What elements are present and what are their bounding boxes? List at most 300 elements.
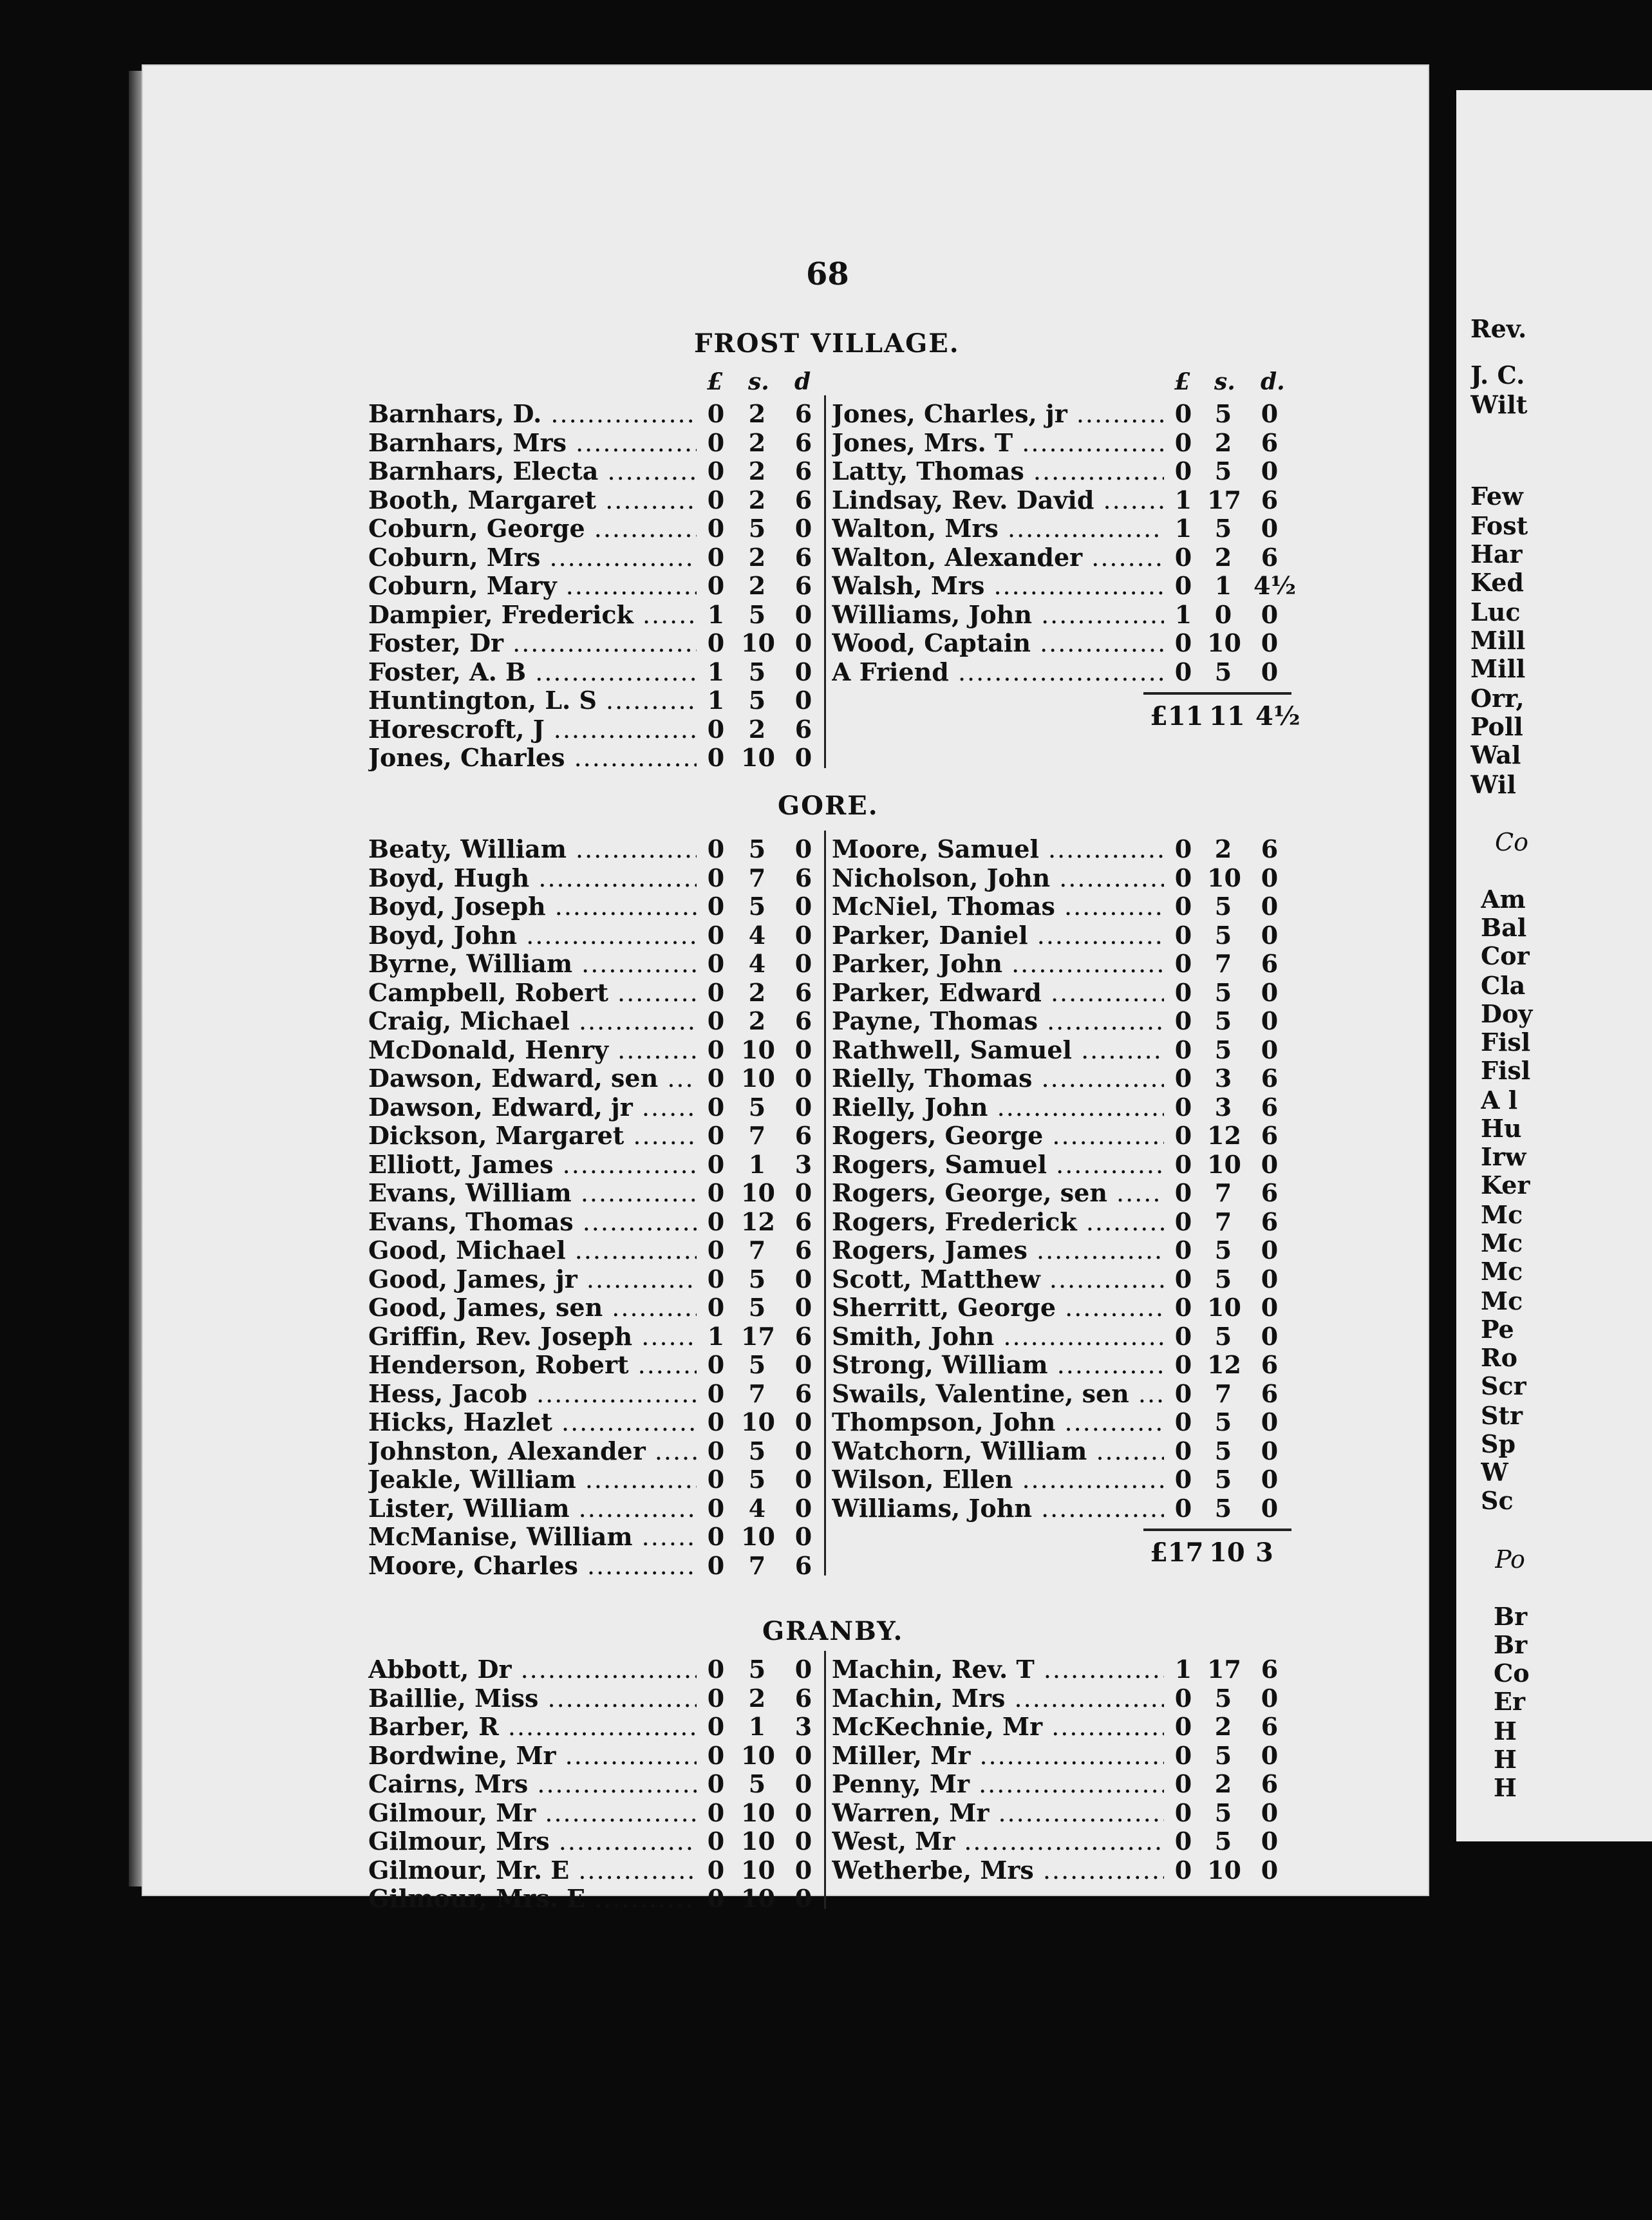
amount-shillings: 2 [748, 485, 766, 514]
amount-pounds: 0 [1174, 1712, 1192, 1741]
list-item [368, 1884, 824, 1912]
amount-shillings: 10 [1207, 628, 1241, 657]
amount-pounds: 0 [707, 977, 725, 1007]
contributor-name: Rielly, Thomas ..... [832, 1064, 1164, 1093]
list-item [368, 1265, 824, 1293]
contributor-name: Johnston, Alexander ..... [368, 1436, 697, 1465]
adjacent-page-fragment: A l [1481, 1086, 1518, 1115]
amount-pounds: 0 [707, 1236, 725, 1265]
list-item [368, 1712, 824, 1740]
amount-shillings: 5 [748, 1092, 766, 1122]
adjacent-page-fragment: Str [1481, 1401, 1523, 1430]
adjacent-page-fragment: W [1481, 1458, 1508, 1487]
amount-pounds: 0 [1174, 1465, 1192, 1494]
list-item [368, 1522, 824, 1550]
total-pence: 3 [1255, 1538, 1273, 1568]
list-item [832, 1265, 1288, 1293]
contributor-name: Gilmour, Mrs ..... [368, 1827, 697, 1856]
amount-pounds: 0 [707, 1493, 725, 1523]
amount-pence: 0 [794, 1798, 812, 1827]
adjacent-page-fragment: Wil [1470, 770, 1516, 799]
amount-shillings: 10 [741, 1064, 775, 1093]
amount-shillings: 12 [1207, 1350, 1241, 1379]
amount-pounds: 0 [707, 1293, 725, 1322]
total-rule [1143, 1529, 1291, 1531]
amount-shillings: 5 [1214, 920, 1232, 950]
adjacent-page-fragment: Fisl [1481, 1056, 1531, 1085]
contributor-name: Baillie, Miss ..... [368, 1684, 697, 1713]
list-item [368, 428, 824, 456]
amount-pounds: 1 [707, 1321, 725, 1351]
contributor-name: Griffin, Rev. Joseph ..... [368, 1322, 697, 1351]
amount-shillings: 4 [748, 920, 766, 950]
amount-shillings: 10 [741, 628, 775, 657]
contributor-name: McManise, William ..... [368, 1522, 697, 1551]
amount-pounds: 0 [707, 485, 725, 514]
contributor-name: McDonald, Henry ..... [368, 1035, 697, 1064]
adjacent-page-fragment: Cla [1481, 971, 1526, 1000]
amount-pounds: 0 [707, 1855, 725, 1885]
list-item [368, 1465, 824, 1493]
amount-pence: 0 [794, 1884, 812, 1913]
currency-header: s. [1214, 368, 1235, 395]
adjacent-page-fragment: Wilt [1470, 390, 1528, 419]
amount-shillings: 3 [1214, 1092, 1232, 1122]
amount-pounds: 0 [1174, 1064, 1192, 1093]
list-item [368, 571, 824, 599]
amount-pence: 0 [794, 514, 812, 543]
amount-shillings: 2 [748, 571, 766, 600]
adjacent-page-fragment: Co [1494, 1659, 1530, 1688]
adjacent-page-fragment: J. C. [1470, 361, 1525, 390]
amount-pence: 0 [794, 892, 812, 921]
amount-pence: 6 [794, 714, 812, 744]
list-item [832, 485, 1288, 514]
list-item [832, 1178, 1288, 1207]
list-item [368, 1178, 824, 1207]
contributor-name: Good, Michael ..... [368, 1236, 697, 1265]
amount-pence: 6 [1261, 834, 1279, 863]
contributor-name: Thompson, John ..... [832, 1407, 1164, 1436]
amount-shillings: 7 [748, 1378, 766, 1408]
amount-pence: 0 [1261, 1683, 1279, 1713]
list-item [832, 1856, 1288, 1884]
amount-pence: 0 [1261, 1407, 1279, 1436]
amount-shillings: 5 [748, 1350, 766, 1379]
contributor-name: Hess, Jacob ..... [368, 1379, 697, 1408]
amount-pence: 0 [794, 1436, 812, 1465]
list-item [832, 1322, 1288, 1350]
contributor-name: Huntington, L. S ..... [368, 686, 697, 715]
adjacent-page-fragment: Ker [1481, 1171, 1530, 1199]
amount-pence: 3 [794, 1712, 812, 1741]
list-item [832, 1712, 1288, 1740]
amount-pounds: 0 [707, 456, 725, 485]
list-item [832, 1350, 1288, 1378]
amount-shillings: 10 [1207, 1293, 1241, 1322]
contributor-name: Penny, Mr ..... [832, 1769, 1164, 1798]
amount-shillings: 7 [748, 863, 766, 892]
list-item [368, 485, 824, 514]
amount-shillings: 2 [1214, 1712, 1232, 1741]
contributor-name: Campbell, Robert ..... [368, 978, 697, 1007]
amount-pounds: 0 [707, 1149, 725, 1179]
amount-pence: 6 [794, 485, 812, 514]
adjacent-page-fragment: Pe [1481, 1315, 1514, 1344]
contributor-name: Henderson, Robert ..... [368, 1350, 697, 1379]
amount-shillings: 5 [1214, 1236, 1232, 1265]
list-item [368, 1407, 824, 1436]
adjacent-page [1456, 90, 1652, 1841]
adjacent-page-fragment: Am [1481, 885, 1526, 914]
total-shillings: 11 [1209, 701, 1245, 731]
contributor-name: Evans, William ..... [368, 1178, 697, 1207]
amount-pounds: 0 [707, 1465, 725, 1494]
contributor-name: Latty, Thomas ..... [832, 456, 1164, 485]
contributor-name: Payne, Thomas ..... [832, 1006, 1164, 1035]
amount-pence: 0 [794, 1064, 812, 1093]
amount-pence: 6 [794, 1550, 812, 1580]
amount-pence: 6 [794, 1378, 812, 1408]
contributor-name: Moore, Charles ..... [368, 1551, 697, 1580]
list-item [368, 514, 824, 542]
amount-shillings: 2 [1214, 834, 1232, 863]
amount-pence: 0 [794, 949, 812, 978]
amount-pounds: 0 [1174, 1006, 1192, 1035]
amount-pence: 0 [794, 1293, 812, 1322]
amount-shillings: 10 [1207, 863, 1241, 892]
amount-shillings: 5 [1214, 1407, 1232, 1436]
contributor-name: Machin, Rev. T ..... [832, 1655, 1164, 1684]
adjacent-page-fragment: Scr [1481, 1371, 1526, 1400]
amount-shillings: 1 [748, 1149, 766, 1179]
amount-shillings: 5 [1214, 1006, 1232, 1035]
amount-shillings: 5 [1214, 1683, 1232, 1713]
column-divider [824, 831, 826, 1576]
amount-pence: 0 [1261, 657, 1279, 686]
contributor-name: Dampier, Frederick ..... [368, 600, 697, 629]
contributor-name: Horescroft, J ..... [368, 715, 697, 744]
amount-pounds: 0 [1174, 1149, 1192, 1179]
list-item [368, 921, 824, 949]
contributor-name: Dawson, Edward, sen ..... [368, 1064, 697, 1093]
amount-pence: 0 [794, 1264, 812, 1293]
amount-pence: 0 [1261, 599, 1279, 629]
amount-pounds: 0 [1174, 949, 1192, 978]
list-item [368, 949, 824, 977]
contributor-name: Smith, John ..... [832, 1322, 1164, 1351]
amount-pence: 0 [1261, 1264, 1279, 1293]
amount-pounds: 0 [707, 1655, 725, 1684]
contributor-name: Byrne, William ..... [368, 949, 697, 978]
amount-shillings: 1 [748, 1712, 766, 1741]
amount-pounds: 0 [707, 1035, 725, 1064]
contributor-name: Williams, John ..... [832, 600, 1164, 629]
amount-shillings: 0 [1214, 599, 1232, 629]
currency-header: s. [748, 368, 769, 395]
list-item [368, 399, 824, 428]
amount-pence: 0 [1261, 892, 1279, 921]
contributor-name: Evans, Thomas ..... [368, 1207, 697, 1236]
amount-pence: 0 [794, 1035, 812, 1064]
contributor-name: Rogers, Samuel ..... [832, 1150, 1164, 1179]
amount-pence: 0 [794, 920, 812, 950]
contributor-name: Williams, John ..... [832, 1494, 1164, 1523]
list-item [368, 1655, 824, 1683]
list-item [832, 1236, 1288, 1264]
amount-shillings: 5 [1214, 456, 1232, 485]
amount-shillings: 7 [748, 1121, 766, 1150]
amount-pence: 0 [1261, 1321, 1279, 1351]
list-item [832, 1769, 1288, 1798]
amount-pence: 6 [794, 456, 812, 485]
adjacent-page-fragment: Sc [1481, 1486, 1514, 1515]
amount-pence: 6 [794, 1121, 812, 1150]
amount-pounds: 0 [1174, 1855, 1192, 1885]
adjacent-page-fragment: Ro [1481, 1343, 1517, 1372]
amount-shillings: 10 [741, 1798, 775, 1827]
amount-shillings: 2 [748, 399, 766, 428]
list-item [832, 1407, 1288, 1436]
total-pence: 4½ [1255, 701, 1300, 731]
amount-shillings: 2 [748, 1683, 766, 1713]
contributor-name: Jones, Mrs. T ..... [832, 428, 1164, 457]
amount-pounds: 0 [707, 1092, 725, 1122]
adjacent-page-fragment: Mill [1470, 654, 1526, 683]
amount-pence: 6 [794, 571, 812, 600]
list-item [368, 1798, 824, 1827]
contributor-name: Rogers, Frederick ..... [832, 1207, 1164, 1236]
section-title: GRANBY. [762, 1616, 904, 1646]
list-item [832, 1379, 1288, 1407]
column-divider [824, 1651, 826, 1909]
amount-pounds: 0 [1174, 1493, 1192, 1523]
amount-pence: 0 [1261, 1293, 1279, 1322]
amount-shillings: 10 [741, 743, 775, 772]
page-number: 68 [806, 256, 849, 292]
amount-pounds: 0 [1174, 1264, 1192, 1293]
amount-shillings: 12 [1207, 1121, 1241, 1150]
amount-pence: 0 [794, 1827, 812, 1856]
contributor-name: Barber, R ..... [368, 1712, 697, 1741]
list-item [832, 571, 1297, 600]
amount-shillings: 17 [1207, 485, 1241, 514]
contributor-name: Warren, Mr ..... [832, 1798, 1164, 1827]
amount-pounds: 0 [707, 920, 725, 950]
amount-pounds: 0 [1174, 1436, 1192, 1465]
amount-pence: 0 [794, 1522, 812, 1551]
contributor-name: Gilmour, Mr ..... [368, 1798, 697, 1827]
contributor-name: Beaty, William ..... [368, 834, 697, 863]
contributor-name: Walton, Alexander ..... [832, 543, 1164, 572]
amount-pounds: 0 [1174, 892, 1192, 921]
amount-shillings: 5 [1214, 1827, 1232, 1856]
amount-pounds: 0 [1174, 1092, 1192, 1122]
amount-pence: 6 [794, 863, 812, 892]
adjacent-page-fragment: H [1494, 1773, 1517, 1802]
contributor-name: Boyd, John ..... [368, 921, 697, 950]
amount-shillings: 5 [748, 686, 766, 715]
list-item [832, 628, 1288, 657]
list-item [368, 1121, 824, 1149]
contributor-name: Scott, Matthew ..... [832, 1265, 1164, 1293]
contributor-name: Boyd, Hugh ..... [368, 863, 697, 892]
amount-pence: 6 [1261, 1712, 1279, 1741]
amount-pounds: 0 [707, 1407, 725, 1436]
amount-pounds: 0 [707, 1350, 725, 1379]
contributor-name: Foster, A. B ..... [368, 657, 697, 686]
contributor-name: A Friend ..... [832, 657, 1164, 686]
amount-shillings: 17 [1207, 1655, 1241, 1684]
amount-shillings: 5 [748, 1264, 766, 1293]
list-item [368, 686, 824, 714]
amount-pounds: 1 [1174, 485, 1192, 514]
amount-pence: 0 [794, 628, 812, 657]
list-item [832, 1207, 1288, 1236]
amount-shillings: 5 [1214, 1493, 1232, 1523]
amount-shillings: 10 [741, 1740, 775, 1770]
amount-pence: 0 [1261, 1236, 1279, 1265]
contributor-name: Miller, Mr ..... [832, 1741, 1164, 1770]
amount-pounds: 0 [707, 1207, 725, 1236]
amount-pounds: 0 [1174, 1378, 1192, 1408]
amount-shillings: 5 [1214, 399, 1232, 428]
amount-shillings: 2 [748, 977, 766, 1007]
amount-pounds: 0 [707, 571, 725, 600]
list-item [832, 1006, 1288, 1035]
contributor-name: Cairns, Mrs ..... [368, 1769, 697, 1798]
amount-shillings: 5 [1214, 1436, 1232, 1465]
amount-pence: 0 [1261, 1006, 1279, 1035]
amount-shillings: 10 [741, 1035, 775, 1064]
amount-shillings: 2 [1214, 542, 1232, 572]
amount-pounds: 0 [1174, 1769, 1192, 1798]
contributor-name: Barnhars, Electa ..... [368, 456, 697, 485]
list-item [832, 1494, 1288, 1522]
list-item [832, 657, 1288, 686]
amount-shillings: 10 [741, 1178, 775, 1207]
list-item [368, 1684, 824, 1712]
total-pounds: £11 [1150, 701, 1204, 731]
amount-shillings: 5 [1214, 1321, 1232, 1351]
amount-pounds: 0 [707, 1884, 725, 1913]
amount-pence: 3 [794, 1149, 812, 1179]
contributor-name: Lindsay, Rev. David ..... [832, 485, 1164, 514]
amount-pounds: 0 [1174, 1121, 1192, 1150]
adjacent-page-fragment: Irw [1481, 1142, 1526, 1171]
amount-shillings: 10 [741, 1884, 775, 1913]
adjacent-page-fragment: Doy [1481, 999, 1533, 1028]
total-rule [1143, 692, 1291, 695]
amount-pence: 0 [794, 1407, 812, 1436]
amount-shillings: 5 [1214, 657, 1232, 686]
list-item [832, 428, 1288, 456]
contributor-name: Good, James, sen ..... [368, 1293, 697, 1322]
list-item [832, 1655, 1288, 1683]
contributor-name: Rogers, George, sen ..... [832, 1178, 1164, 1207]
amount-pounds: 0 [707, 1740, 725, 1770]
amount-shillings: 10 [741, 1827, 775, 1856]
list-item [368, 743, 824, 771]
adjacent-page-fragment: Hu [1481, 1114, 1522, 1143]
amount-pounds: 0 [707, 1522, 725, 1551]
list-item [832, 1035, 1288, 1064]
amount-pence: 0 [794, 1465, 812, 1494]
list-item [832, 863, 1288, 892]
amount-pounds: 0 [1174, 571, 1192, 600]
contributor-name: Coburn, Mary ..... [368, 571, 697, 600]
contributor-name: Booth, Margaret ..... [368, 485, 697, 514]
contributor-name: Hicks, Hazlet ..... [368, 1407, 697, 1436]
adjacent-page-fragment: Fisl [1481, 1028, 1531, 1057]
amount-pence: 6 [794, 1236, 812, 1265]
adjacent-page-fragment: Er [1494, 1687, 1525, 1716]
contributor-name: Dickson, Margaret ..... [368, 1121, 697, 1150]
contributor-name: Walton, Mrs ..... [832, 514, 1164, 543]
amount-pence: 0 [794, 743, 812, 772]
amount-pence: 6 [1261, 1769, 1279, 1798]
contributor-name: Moore, Samuel ..... [832, 834, 1164, 863]
list-item [832, 1827, 1288, 1855]
contributor-name: Foster, Dr ..... [368, 628, 697, 657]
amount-pence: 0 [794, 599, 812, 629]
list-item [368, 1093, 824, 1121]
amount-pence: 0 [1261, 1149, 1279, 1179]
contributor-name: Gilmour, Mrs. E ..... [368, 1884, 697, 1913]
amount-pounds: 0 [1174, 1178, 1192, 1207]
contributor-name: Gilmour, Mr. E ..... [368, 1856, 697, 1885]
amount-shillings: 5 [1214, 514, 1232, 543]
list-item [368, 1769, 824, 1798]
adjacent-page-fragment: Har [1470, 540, 1523, 569]
amount-pence: 6 [1261, 428, 1279, 457]
contributor-name: Watchorn, William ..... [832, 1436, 1164, 1465]
amount-pounds: 0 [707, 1178, 725, 1207]
amount-shillings: 1 [1214, 571, 1232, 600]
amount-shillings: 2 [748, 428, 766, 457]
contributor-name: Wetherbe, Mrs ..... [832, 1856, 1164, 1885]
amount-shillings: 5 [748, 834, 766, 863]
adjacent-page-fragment: Fost [1470, 511, 1528, 540]
list-item [832, 1684, 1288, 1712]
total-pounds: £17 [1150, 1538, 1204, 1568]
adjacent-page-fragment: Mc [1481, 1200, 1523, 1229]
contributor-name: Dawson, Edward, jr ..... [368, 1093, 697, 1122]
list-item [832, 1465, 1288, 1493]
amount-pence: 6 [1261, 1121, 1279, 1150]
amount-pence: 0 [794, 1769, 812, 1798]
amount-shillings: 10 [741, 1407, 775, 1436]
amount-pounds: 0 [707, 1827, 725, 1856]
contributor-name: Nicholson, John ..... [832, 863, 1164, 892]
list-item [832, 949, 1288, 977]
list-item [832, 834, 1288, 863]
amount-shillings: 5 [748, 599, 766, 629]
amount-pounds: 0 [707, 743, 725, 772]
amount-shillings: 7 [1214, 1178, 1232, 1207]
amount-pence: 0 [1261, 863, 1279, 892]
amount-pence: 6 [794, 542, 812, 572]
amount-pence: 6 [794, 1006, 812, 1035]
amount-pounds: 0 [1174, 863, 1192, 892]
amount-shillings: 5 [748, 1655, 766, 1684]
amount-pounds: 0 [707, 399, 725, 428]
list-item [368, 1379, 824, 1407]
amount-pounds: 0 [1174, 920, 1192, 950]
amount-shillings: 4 [748, 949, 766, 978]
amount-pence: 0 [794, 1178, 812, 1207]
list-item [832, 1741, 1288, 1769]
